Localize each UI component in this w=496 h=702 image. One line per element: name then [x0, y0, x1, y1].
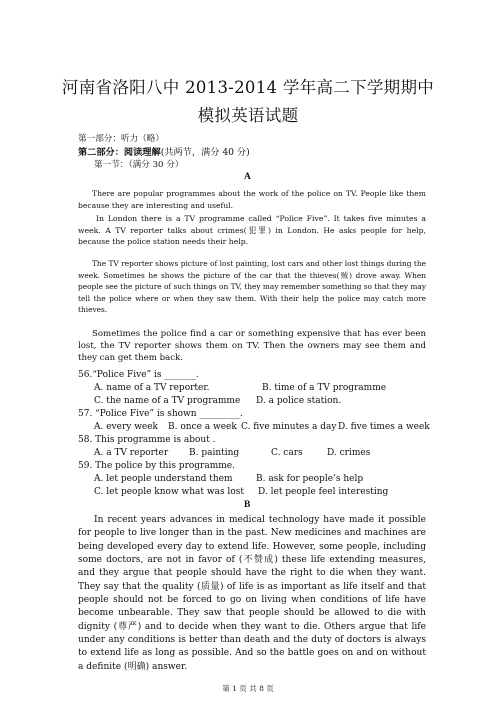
question-58-option-b: B. painting [189, 448, 240, 458]
question-56-option-a: A. name of a TV reporter. [94, 383, 210, 393]
question-58-stem: 58. This programme is about . [78, 435, 216, 445]
question-56-stem: 56.“Police Five” is _______. [78, 370, 199, 380]
question-59-option-c: C. let people know what was lost [94, 487, 244, 497]
question-56-option-c: C. the name of a TV programme [94, 396, 241, 406]
question-59-option-d: D. let people feel interesting [258, 487, 389, 497]
question-57-option-a: A. every week [94, 422, 159, 432]
question-59-option-b: B. ask for people’s help [256, 474, 364, 484]
question-57-option-c: C. five minutes a day [241, 422, 337, 432]
passage-a-heading: A [244, 172, 251, 182]
question-58-option-c: C. cars [271, 448, 303, 458]
passage-b-heading: B [244, 500, 251, 510]
passage-a-paragraph-1: There are popular programmes about the work of the police on TV. People like them because they are interesting and useful. [78, 189, 426, 210]
question-58-option-d: D. crimes [327, 448, 371, 458]
question-57-option-d: D. five times a week [338, 422, 430, 432]
passage-a-paragraph-3: The TV reporter shows picture of lost painting, lost cars and other lost things during the week. Sometimes he shows the picture of the car that the thieves(贼) drove away. When people see the picture of such things on TV, they may remember something so that they may tell the police where or when they saw them. With their help the police may catch more thieves. [78, 259, 426, 315]
question-57-option-b: B. once a week [168, 422, 237, 432]
question-59-option-a: A. let people understand them [94, 474, 233, 484]
question-59-stem: 59. The police by this programme. [78, 461, 235, 471]
passage-a-paragraph-4: Sometimes the police find a car or something expensive that has ever been lost, the TV reporter shows them on TV. Then the owners may see them and they can get them back. [78, 329, 426, 364]
question-57-stem: 57. “Police Five” is shown _________. [78, 409, 243, 419]
page-footer: 第 1 页 共 8 页 [222, 684, 274, 693]
part-two-label [78, 147, 250, 159]
section-one-label: 第一节：（满分 30 分） [94, 160, 184, 170]
part-two-rest: (共两节，满分 40 分) [160, 147, 250, 158]
part-two-bold: 第二部分：阅读理解 [78, 147, 161, 158]
passage-a-paragraph-2: In London there is a TV programme called “Police Five”. It takes five minutes a week. A TV reporter talks about crimes(犯罪) in London. He asks people for help, because the police station needs their help. [78, 214, 426, 246]
page-title: 河南省洛阳八中 2013-2014 学年高二下学期期中模拟英语试题 [61, 78, 435, 125]
part-one-label: 第一部分：听力（略） [78, 134, 164, 144]
question-58-option-a: A. a TV reporter [94, 448, 169, 458]
passage-b-paragraph: In recent years advances in medical technology have made it possible for people to live longer than in the past. New medicines and machines are being developed every day to extend life. However, some people, including some doctors, are not in favor of (不赞成) these life extending measures, and they argue that people should have the right to die when they want. They say that the quality (质量) of life is as important as life itself and that people should not be forced to go on living when conditions of life have become unbearable. They saw that people should be allowed to die with dignity (尊严) and to decide when they want to die. Others argue that life under any conditions is better than death and the duty of doctors is always to extend life as long as possible. And so the battle goes on and on without a definite (明确) answer. [78, 515, 426, 672]
question-56-option-d: D. a police station. [256, 396, 342, 406]
question-56-option-b: B. time of a TV programme [262, 383, 387, 393]
